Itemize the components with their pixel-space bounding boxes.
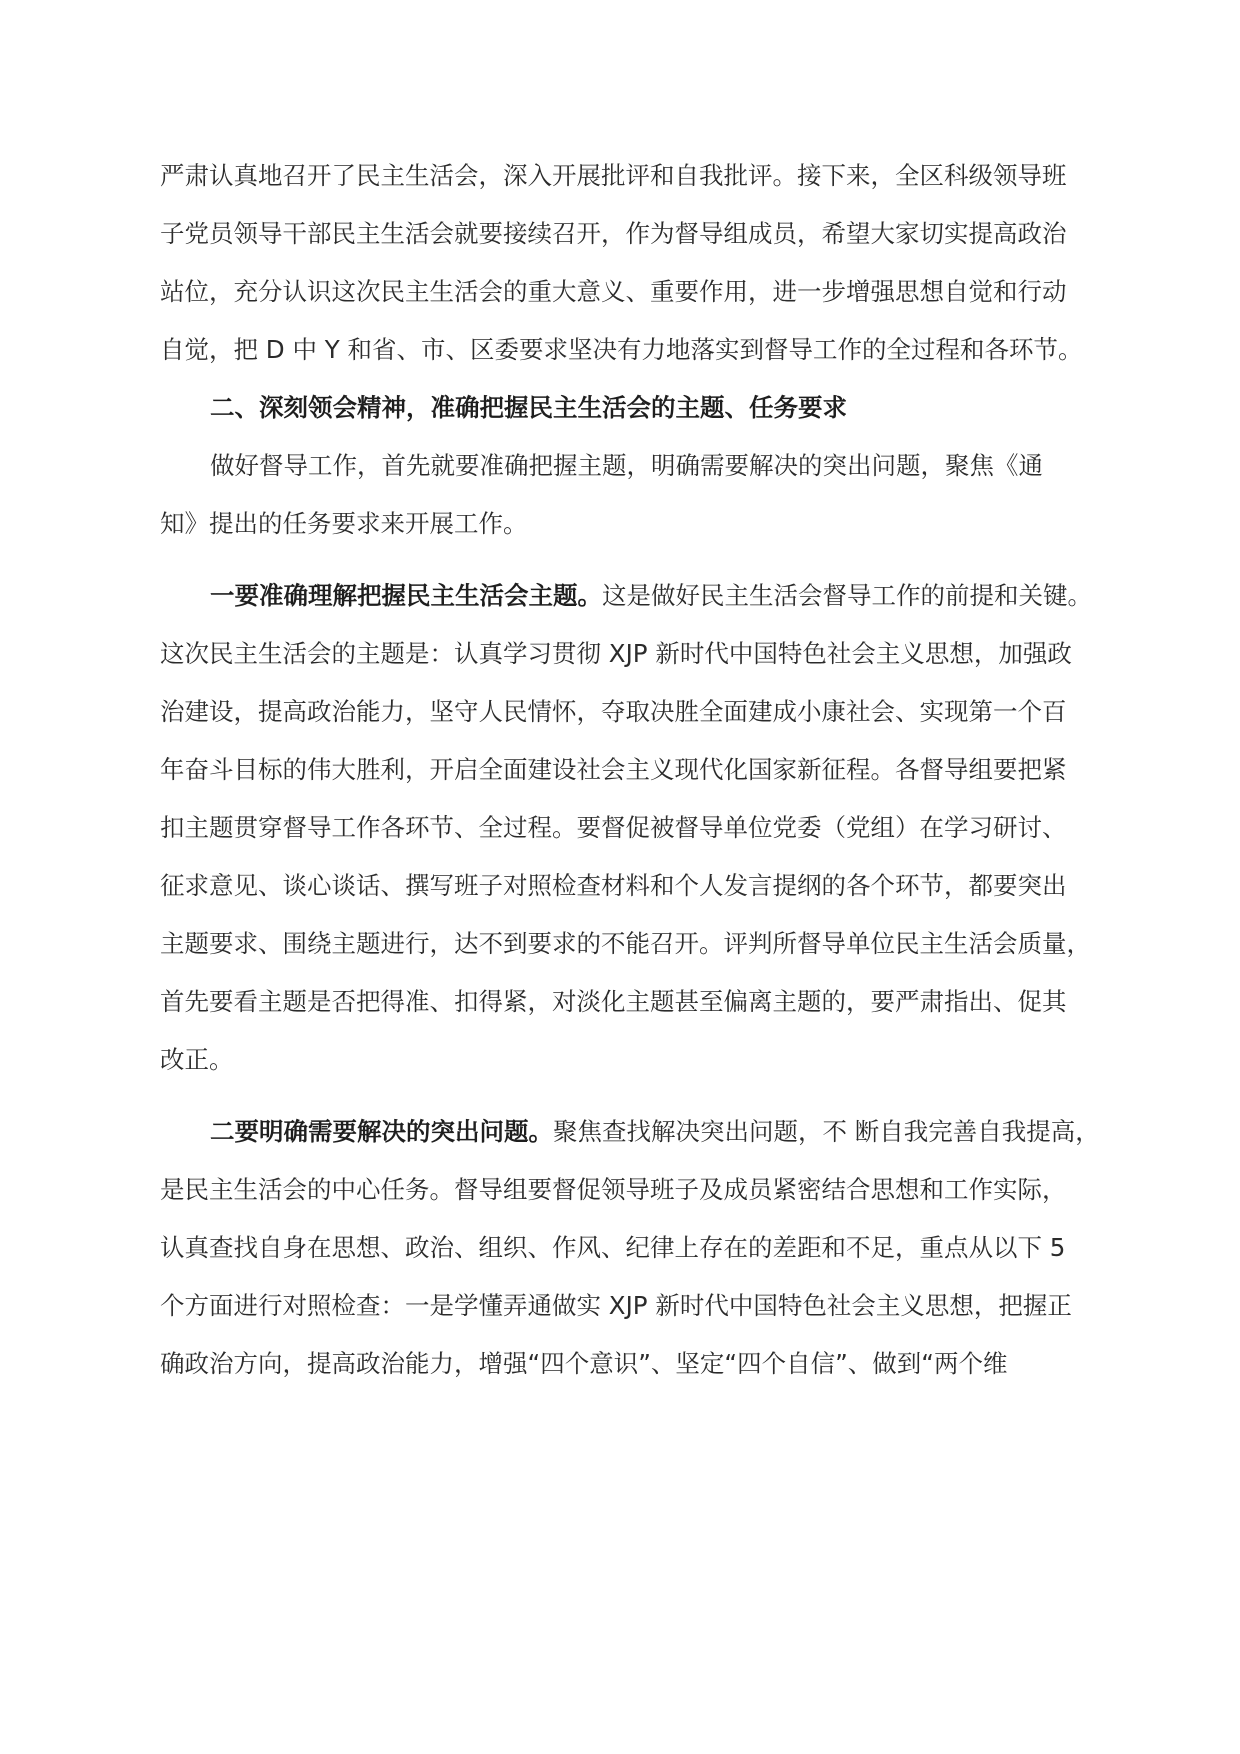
paragraph-1-line-4: 自觉，把 D 中 Y 和省、市、区委要求坚决有力地落实到督导工作的全过程和各环节。 [160,335,1083,364]
paragraph-4-line-1 [210,1116,1120,1148]
section-heading-2: 二、深刻领会精神，准确把握民主生活会的主题、任务要求 [210,393,847,422]
paragraph-4-line-3: 认真查找自身在思想、政治、组织、作风、纪律上存在的差距和不足，重点从以下 5 [160,1233,1066,1262]
paragraph-4-line-5: 确政治方向，提高政治能力，增强“四个意识”、坚定“四个自信”、做到“两个维 [160,1349,1008,1378]
paragraph-3-line-8: 首先要看主题是否把得准、扣得紧，对淡化主题甚至偏离主题的，要严肃指出、促其 [160,987,1067,1016]
paragraph-3-line-4: 年奋斗目标的伟大胜利，开启全面建设社会主义现代化国家新征程。各督导组要把紧 [160,755,1067,784]
paragraph-3-line-3: 治建设，提高政治能力，坚守人民情怀，夺取决胜全面建成小康社会、实现第一个百 [160,697,1067,726]
paragraph-3-lead-bold: 一要准确理解把握民主生活会主题。 [210,581,602,610]
paragraph-3-line-2: 这次民主生活会的主题是：认真学习贯彻 XJP 新时代中国特色社会主义思想，加强政 [160,639,1072,668]
paragraph-3-lead-rest: 这是做好民主生活会督导工作的前提和关键。 [602,581,1092,610]
paragraph-3-line-9: 改正。 [160,1045,234,1074]
paragraph-3-line-7: 主题要求、围绕主题进行，达不到要求的不能召开。评判所督导单位民主生活会质量， [160,929,1091,958]
paragraph-1-line-2: 子党员领导干部民主生活会就要接续召开，作为督导组成员，希望大家切实提高政治 [160,219,1067,248]
paragraph-2-line-2: 知》提出的任务要求来开展工作。 [160,509,528,538]
paragraph-2-line-1: 做好督导工作，首先就要准确把握主题，明确需要解决的突出问题，聚焦《通 [210,451,1043,480]
paragraph-3-line-6: 征求意见、谈心谈话、撰写班子对照检查材料和个人发言提纲的各个环节，都要突出 [160,871,1067,900]
paragraph-4-line-4: 个方面进行对照检查：一是学懂弄通做实 XJP 新时代中国特色社会主义思想，把握正 [160,1291,1072,1320]
paragraph-3-line-1 [210,580,1120,612]
paragraph-4-lead-bold: 二要明确需要解决的突出问题。 [210,1117,553,1146]
paragraph-1-line-1: 严肃认真地召开了民主生活会，深入开展批评和自我批评。接下来，全区科级领导班 [160,161,1067,190]
paragraph-1-line-3: 站位，充分认识这次民主生活会的重大意义、重要作用，进一步增强思想自觉和行动 [160,277,1067,306]
paragraph-3-line-5: 扣主题贯穿督导工作各环节、全过程。要督促被督导单位党委（党组）在学习研讨、 [160,813,1067,842]
paragraph-4-line-2: 是民主生活会的中心任务。督导组要督促领导班子及成员紧密结合思想和工作实际， [160,1175,1067,1204]
paragraph-4-lead-rest: 聚焦查找解决突出问题，不 断自我完善自我提高， [553,1117,1100,1146]
